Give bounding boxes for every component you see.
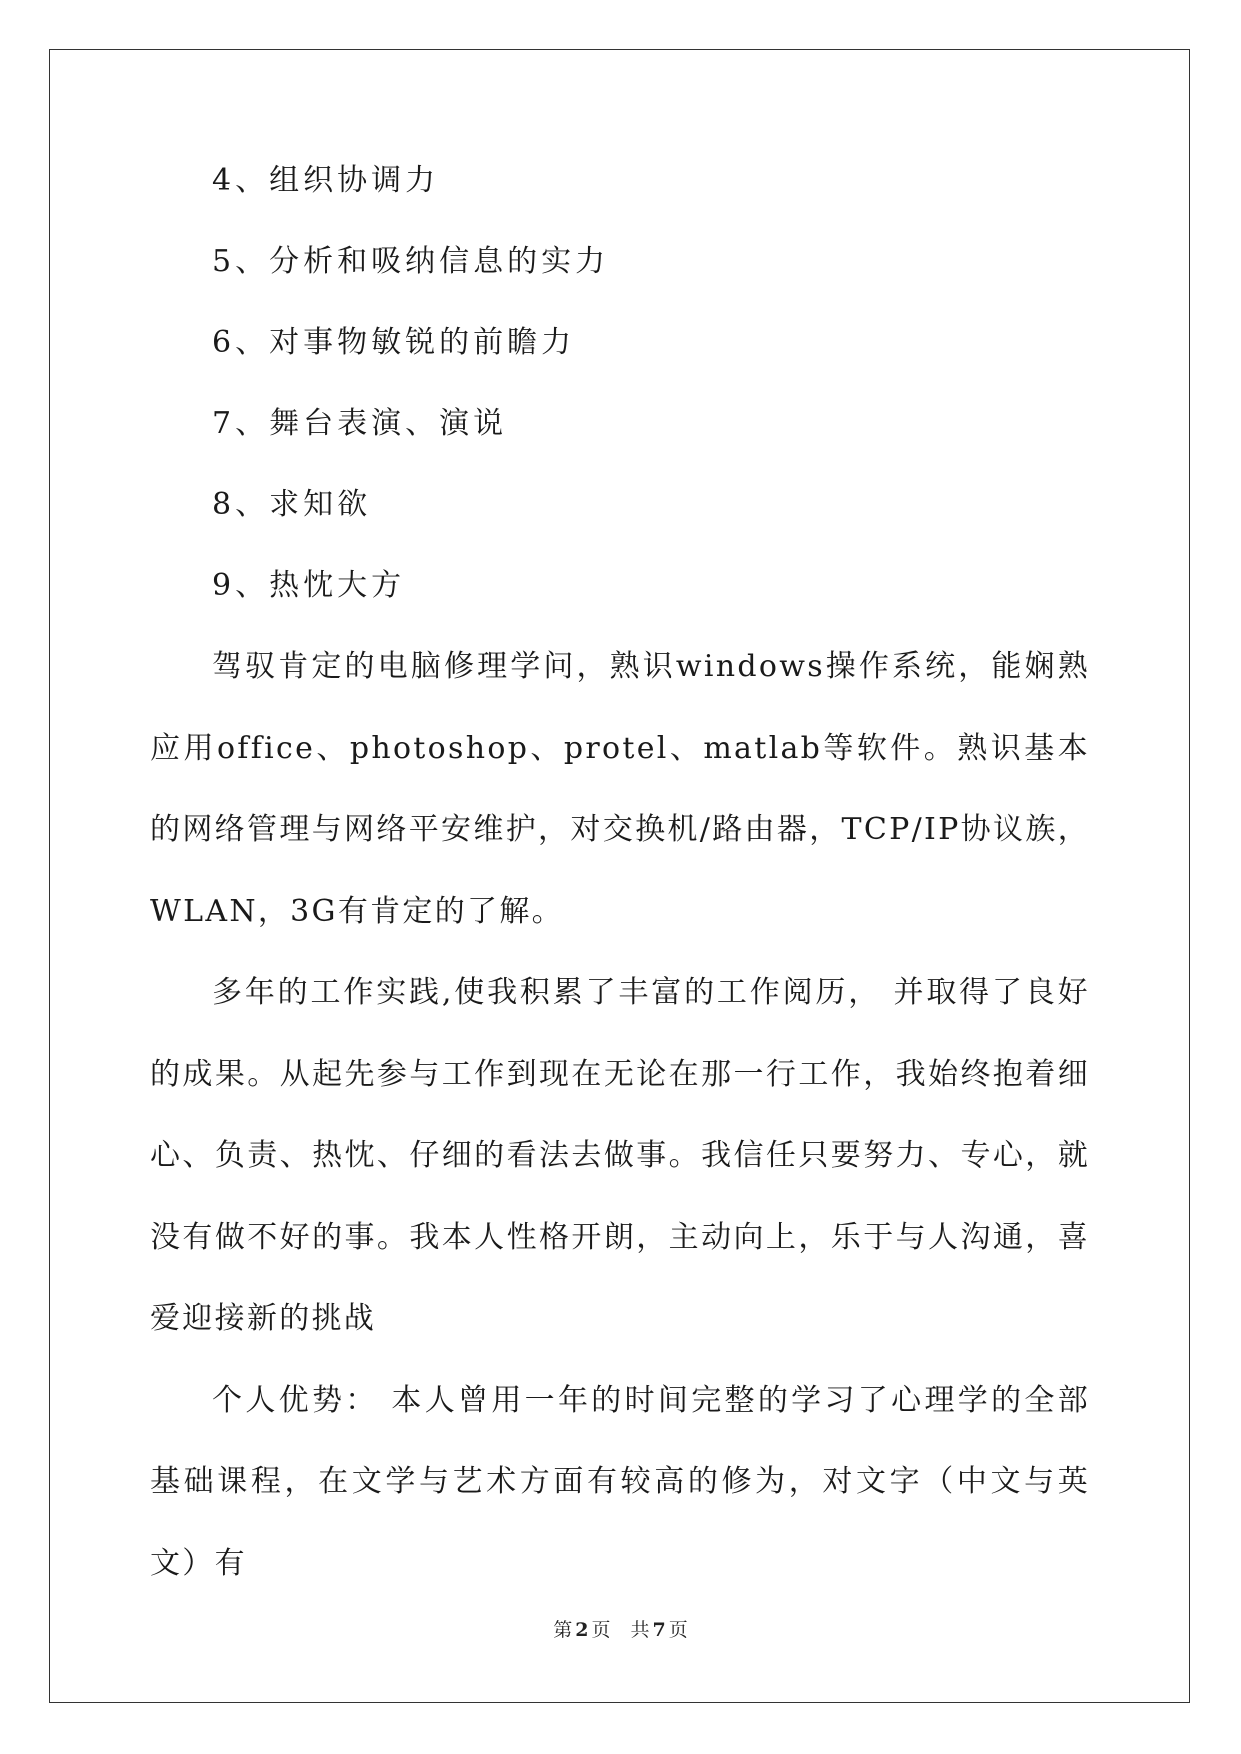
list-item: 8、求知欲 [212,487,372,522]
current-page-number: 2 [575,1619,589,1641]
document-body [150,160,1090,1624]
footer-prefix: 第 [553,1619,573,1641]
list-item: 7、舞台表演、演说 [212,406,508,441]
list-item: 5、分析和吸纳信息的实力 [212,244,610,279]
footer-total-suffix: 页 [668,1619,688,1641]
paragraph-work-experience: 多年的工作实践,使我积累了丰富的工作阅历， 并取得了良好的成果。从起先参与工作到现在无论在那一行工作，我始终抱着细心、负责、热忱、仔细的看法去做事。我信任只要努力、专心，就没有做不好的事。我本人性格开朗，主动向上，乐于与人沟通，喜爱迎接新的挑战 [150,975,1090,1336]
footer-page-word: 页 [591,1619,611,1641]
page-footer [0,1615,1241,1642]
list-item: 4、组织协调力 [212,163,440,198]
list-item: 6、对事物敏锐的前瞻力 [212,325,576,360]
list-item: 9、热忱大方 [212,568,406,603]
footer-total-prefix: 共 [630,1619,650,1641]
total-page-number: 7 [652,1619,666,1641]
paragraph-personal-strengths: 个人优势： 本人曾用一年的时间完整的学习了心理学的全部基础课程，在文学与艺术方面有较高的修为，对文字（中文与英文）有 [150,1382,1090,1581]
paragraph-computer-skills: 驾驭肯定的电脑修理学问，熟识windows操作系统，能娴熟应用office、photoshop、protel、matlab等软件。熟识基本的网络管理与网络平安维护，对交换机/路由器，TCP/IP协议族，WLAN，3G有肯定的了解。 [150,649,1090,929]
